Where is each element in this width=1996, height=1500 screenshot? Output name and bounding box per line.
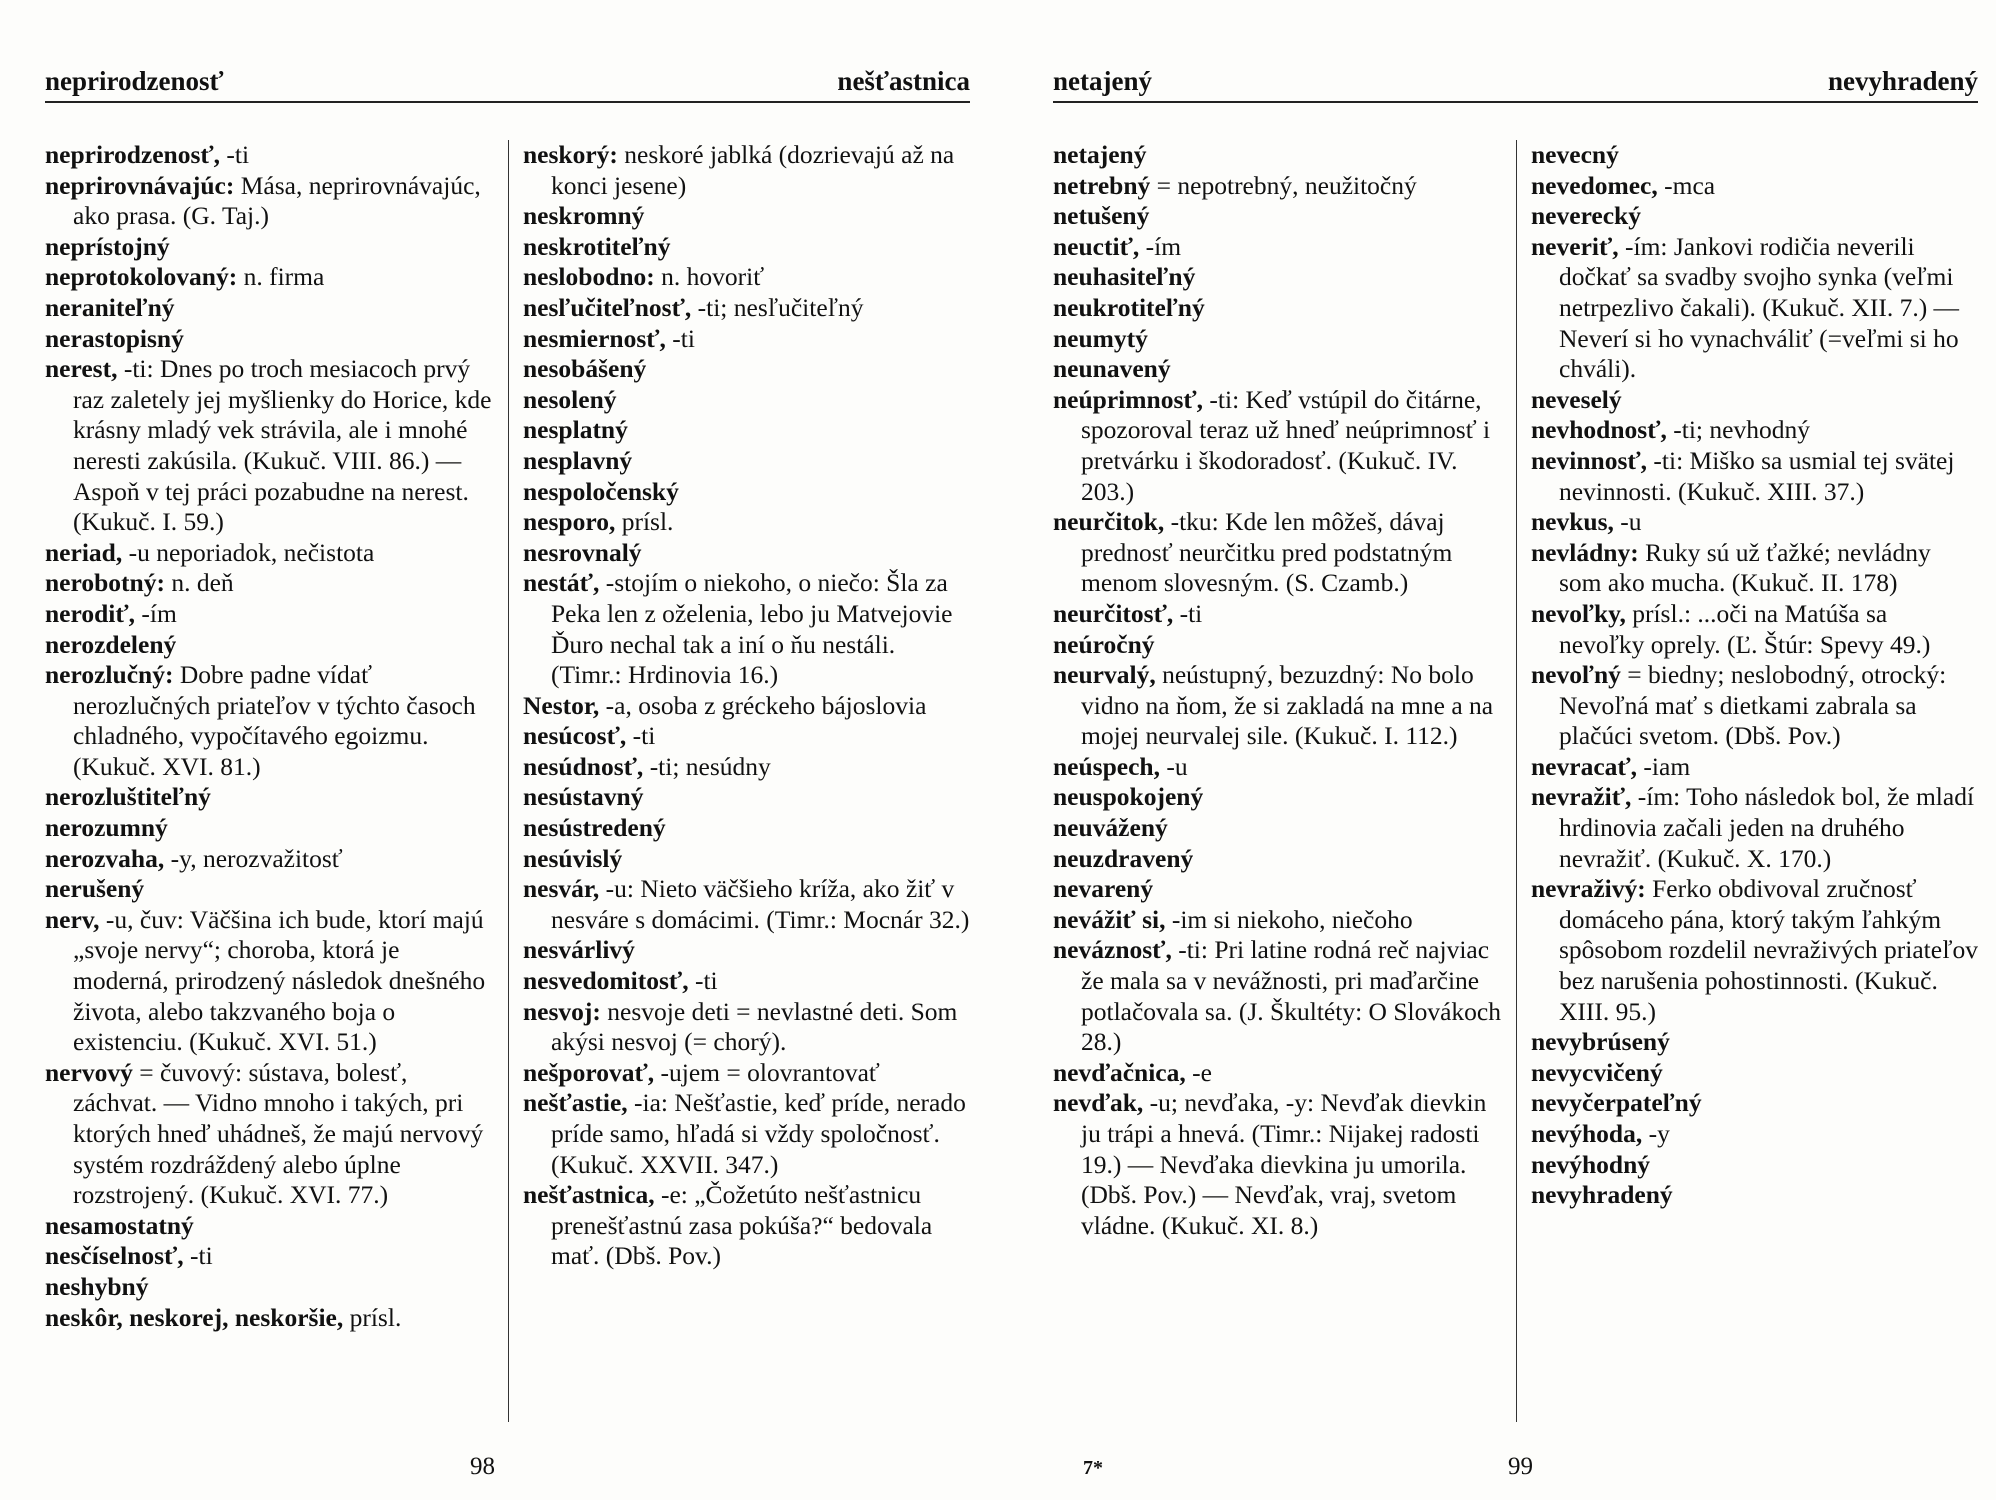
entry-headword: nevinnosť, xyxy=(1531,445,1648,475)
dictionary-entry xyxy=(1531,1119,1978,1150)
entry-headword: neuhasiteľný xyxy=(1053,262,1196,292)
dictionary-entry xyxy=(523,446,970,477)
dictionary-entry xyxy=(1531,415,1978,446)
dictionary-entry xyxy=(1531,232,1978,385)
entry-headword: nerobotný: xyxy=(45,568,165,598)
dictionary-entry xyxy=(1531,171,1978,202)
dictionary-entry xyxy=(45,874,497,905)
entry-headword: nesčíselnosť, xyxy=(45,1241,184,1271)
entry-column-left xyxy=(45,140,497,1333)
entry-headword: neurčitosť, xyxy=(1053,598,1174,628)
entry-definition: -e xyxy=(1185,1057,1212,1087)
entry-headword: nevarený xyxy=(1053,874,1154,904)
entry-headword: nesúdnosť, xyxy=(523,751,644,781)
dictionary-entry xyxy=(1053,935,1505,1057)
entry-column-left xyxy=(1053,140,1505,1241)
entry-column-right xyxy=(523,140,970,1272)
entry-headword: nerozumný xyxy=(45,813,168,843)
entry-headword: neshybný xyxy=(45,1271,149,1301)
entry-headword: nevďak, xyxy=(1053,1088,1144,1118)
dictionary-entry xyxy=(523,324,970,355)
entry-headword: neúprimnosť, xyxy=(1053,384,1204,414)
dictionary-entry xyxy=(523,568,970,690)
entry-headword: nesplavný xyxy=(523,445,633,475)
entry-definition: -e: „Čožetúto nešťastnicu prenešťastnú zasa pokúša?“ bedovala mať. (Dbš. Pov.) xyxy=(551,1180,933,1271)
dictionary-entry xyxy=(1053,1088,1505,1241)
dictionary-entry xyxy=(45,324,497,355)
entry-headword: nerodiť, xyxy=(45,598,136,628)
dictionary-entry xyxy=(45,354,497,538)
dictionary-entry xyxy=(523,1180,970,1272)
entry-definition: -ím: Jankovi rodičia neverili dočkať sa svadby svojho synka (veľmi netrpezlivo čakali). (Kukuč. XII. 7.) — Neverí si ho vynachváliť (=veľmi si ho chváli). xyxy=(1559,231,1960,384)
entry-definition: -ti; nesľučiteľný xyxy=(691,292,864,322)
entry-definition: prísl. xyxy=(343,1302,402,1332)
entry-column-right xyxy=(1531,140,1978,1211)
entry-headword: nešťastie, xyxy=(523,1088,628,1118)
entry-definition: Dobre padne vídať nerozlučných priateľov v týchto časoch chladného, vypočítavého egoizmu. (Kukuč. XVI. 81.) xyxy=(73,660,476,781)
dictionary-entry xyxy=(523,385,970,416)
entry-headword: nesvedomitosť, xyxy=(523,966,689,996)
entry-headword: nevoľky, xyxy=(1531,598,1626,628)
entry-definition: n. firma xyxy=(237,262,325,292)
dictionary-entry xyxy=(45,568,497,599)
dictionary-entry xyxy=(1053,874,1505,905)
dictionary-entry xyxy=(1053,232,1505,263)
entry-headword: nesvár, xyxy=(523,874,600,904)
entry-headword: neskromný xyxy=(523,201,645,231)
dictionary-entry xyxy=(523,721,970,752)
entry-definition: -ujem = olovrantovať xyxy=(654,1057,880,1087)
dictionary-entry xyxy=(523,752,970,783)
entry-headword: neurčitok, xyxy=(1053,507,1165,537)
dictionary-entry xyxy=(45,782,497,813)
dictionary-entry xyxy=(523,262,970,293)
dictionary-entry xyxy=(523,232,970,263)
entry-headword: neskrotiteľný xyxy=(523,231,671,261)
dictionary-entry xyxy=(45,599,497,630)
entry-definition: prísl. xyxy=(615,507,674,537)
entry-headword: neslobodno: xyxy=(523,262,655,292)
entry-headword: nesvoj: xyxy=(523,996,601,1026)
dictionary-entry xyxy=(1053,507,1505,599)
dictionary-entry xyxy=(1531,660,1978,752)
entry-definition: -ti xyxy=(1173,598,1203,628)
entry-headword: netrebný xyxy=(1053,170,1151,200)
entry-definition: -ti xyxy=(665,323,695,353)
running-head-first-entry: neprirodzenosť xyxy=(45,66,224,96)
entry-headword: neuvážený xyxy=(1053,813,1168,843)
entry-headword: neverecký xyxy=(1531,201,1641,231)
entry-definition: -ti; nevhodný xyxy=(1666,415,1810,445)
entry-definition: -ti xyxy=(626,721,656,751)
dictionary-entry xyxy=(1053,201,1505,232)
header-rule xyxy=(1053,101,1978,103)
signature-mark: 7* xyxy=(1083,1457,1103,1479)
entry-headword: neúročný xyxy=(1053,629,1155,659)
entry-headword: neprotokolovaný: xyxy=(45,262,238,292)
dictionary-entry xyxy=(1531,1150,1978,1181)
entry-headword: neriad, xyxy=(45,537,123,567)
dictionary-entry xyxy=(1531,507,1978,538)
entry-definition: -ia: Nešťastie, keď príde, nerado príde samo, hľadá si vždy spoločnosť. (Kukuč. XXVII. 347.) xyxy=(551,1088,966,1179)
running-head xyxy=(1053,66,1978,96)
entry-headword: nesústredený xyxy=(523,813,666,843)
entry-definition: prísl.: ...oči na Matúša sa nevoľky oprely. (Ľ. Štúr: Spevy 49.) xyxy=(1559,598,1931,659)
entry-definition: -a, osoba z gréckeho bájoslovia xyxy=(599,690,927,720)
entry-headword: nerozlučný: xyxy=(45,660,174,690)
entry-definition: -stojím o niekoho, o niečo: Šla za Peka len z oželenia, lebo ju Matvejovie Ďuro nechal tak a iní o ňu nestáli. (Timr.: Hrdinovia 16.) xyxy=(551,568,953,690)
entry-definition: -ím: Toho následok bol, že mladí hrdinovia začali jeden na druhého nevražiť. (Kukuč. X. 170.) xyxy=(1559,782,1975,873)
entry-headword: nešťastnica, xyxy=(523,1180,655,1210)
entry-definition: -u; nevďaka, -y: Nevďak dievkin ju trápi a hnevá. (Timr.: Nijakej radosti 19.) — Nevďaka dievkina ju umorila. (Dbš. Pov.) — Nevďak, vraj, svetom vládne. (Kukuč. XI. 8.) xyxy=(1081,1088,1487,1240)
entry-headword: nevyhradený xyxy=(1531,1180,1673,1210)
dictionary-entry xyxy=(523,997,970,1058)
entry-headword: netajený xyxy=(1053,140,1147,169)
entry-definition: -mca xyxy=(1657,170,1716,200)
entry-headword: nevážiť si, xyxy=(1053,904,1166,934)
dictionary-entry xyxy=(1053,813,1505,844)
entry-headword: neukrotiteľný xyxy=(1053,292,1205,322)
entry-definition: -ti: Dnes po troch mesiacoch prvý raz zaletely jej myšlienky do Horice, kde krásny mladý vek strávila, ale i mnohé neresti zakúsila. (Kukuč. VIII. 86.) — Aspoň v tej práci pozabudne na nerest. (Kukuč. I. 59.) xyxy=(73,354,492,537)
entry-headword: nesúcosť, xyxy=(523,721,627,751)
entry-headword: nesúvislý xyxy=(523,843,623,873)
dictionary-entry xyxy=(1531,874,1978,1027)
dictionary-entry xyxy=(45,262,497,293)
header-rule xyxy=(45,101,970,103)
dictionary-entry xyxy=(1053,262,1505,293)
entry-headword: nevýhoda, xyxy=(1531,1119,1643,1148)
dictionary-entry xyxy=(45,171,497,232)
entry-headword: neraniteľný xyxy=(45,292,175,322)
dictionary-entry xyxy=(45,140,497,171)
entry-headword: nevybrúsený xyxy=(1531,1027,1670,1057)
left-page xyxy=(45,0,970,1500)
entry-headword: nevhodnosť, xyxy=(1531,415,1667,445)
dictionary-entry xyxy=(523,507,970,538)
entry-definition: = nepotrebný, neužitočný xyxy=(1150,170,1417,200)
entry-headword: nevracať, xyxy=(1531,751,1638,781)
entry-definition: -im si niekoho, niečoho xyxy=(1165,904,1413,934)
entry-headword: nerušený xyxy=(45,874,145,904)
entry-definition: -tku: Kde len môžeš, dávaj prednosť neurčitku pred podstatným menom slovesným. (S. Czamb.) xyxy=(1081,507,1453,598)
dictionary-entry xyxy=(523,691,970,722)
entry-headword: neprístojný xyxy=(45,231,170,261)
dictionary-entry xyxy=(1053,1058,1505,1089)
entry-definition: = biedny; neslobodný, otrocký: Nevoľná mať s dietkami zabrala sa plačúci svetom. (Dbš. Pov.) xyxy=(1559,660,1947,751)
entry-definition: neskoré jablká (dozrievajú až na konci jesene) xyxy=(551,140,955,200)
entry-headword: neprirovnávajúc: xyxy=(45,170,235,200)
dictionary-entry xyxy=(523,538,970,569)
entry-headword: neprirodzenosť, xyxy=(45,140,221,169)
entry-definition: Mása, neprirovnávajúc, ako prasa. (G. Taj.) xyxy=(73,170,481,231)
dictionary-entry xyxy=(1053,660,1505,752)
dictionary-entry xyxy=(1053,140,1505,171)
dictionary-entry xyxy=(523,1058,970,1089)
dictionary-entry xyxy=(45,232,497,263)
entry-definition: -ti: Miško sa usmial tej svätej nevinnosti. (Kukuč. XIII. 37.) xyxy=(1559,445,1955,506)
column-divider xyxy=(508,140,509,1422)
dictionary-entry xyxy=(523,293,970,324)
dictionary-entry xyxy=(45,1241,497,1272)
entry-definition: -u, čuv: Väčšina ich bude, ktorí majú „svoje nervy“; choroba, ktorá je moderná, prirodzený následok dnešného života, alebo takzvaného boja o existenciu. (Kukuč. XVI. 51.) xyxy=(73,904,486,1057)
entry-headword: nesamostatný xyxy=(45,1210,194,1240)
entry-headword: neuctiť, xyxy=(1053,231,1140,261)
entry-headword: neúspech, xyxy=(1053,751,1160,781)
dictionary-entry xyxy=(1531,140,1978,171)
entry-headword: nevládny: xyxy=(1531,537,1639,567)
dictionary-entry xyxy=(1053,782,1505,813)
entry-headword: nerozdelený xyxy=(45,629,177,659)
entry-headword: neurvalý, xyxy=(1053,660,1156,690)
dictionary-entry xyxy=(1531,1180,1978,1211)
entry-definition: -y xyxy=(1642,1119,1670,1148)
dictionary-entry xyxy=(523,140,970,201)
running-head xyxy=(45,66,970,96)
entry-headword: nesrovnalý xyxy=(523,537,642,567)
entry-headword: neveselý xyxy=(1531,384,1622,414)
entry-headword: nevýhodný xyxy=(1531,1149,1651,1179)
entry-definition: -ti xyxy=(688,966,718,996)
dictionary-entry xyxy=(45,1272,497,1303)
entry-headword: neváznosť, xyxy=(1053,935,1172,965)
dictionary-entry xyxy=(1531,752,1978,783)
entry-definition: -ti xyxy=(220,140,250,169)
dictionary-entry xyxy=(45,813,497,844)
entry-headword: nešporovať, xyxy=(523,1057,655,1087)
running-head-last-entry: nevyhradený xyxy=(1827,66,1978,96)
dictionary-entry xyxy=(523,935,970,966)
dictionary-entry xyxy=(1053,752,1505,783)
entry-headword: neskorý: xyxy=(523,140,618,169)
dictionary-entry xyxy=(1531,1088,1978,1119)
dictionary-entry xyxy=(45,660,497,782)
entry-headword: nerv, xyxy=(45,904,100,934)
entry-definition: -ti; nesúdny xyxy=(643,751,771,781)
dictionary-entry xyxy=(1531,446,1978,507)
entry-headword: nesmiernosť, xyxy=(523,323,666,353)
dictionary-entry xyxy=(45,538,497,569)
dictionary-entry xyxy=(1053,630,1505,661)
dictionary-entry xyxy=(45,630,497,661)
entry-headword: nevraživý: xyxy=(1531,874,1646,904)
entry-headword: Nestor, xyxy=(523,690,600,720)
entry-definition: -u xyxy=(1613,507,1642,537)
dictionary-entry xyxy=(1053,844,1505,875)
entry-headword: netušený xyxy=(1053,201,1150,231)
page-number: 99 xyxy=(1508,1453,1533,1480)
dictionary-entry xyxy=(1053,293,1505,324)
entry-definition: -y, nerozvažitosť xyxy=(164,843,343,873)
dictionary-entry xyxy=(1053,385,1505,507)
entry-headword: neumytý xyxy=(1053,323,1148,353)
entry-headword: nespoločenský xyxy=(523,476,679,506)
entry-headword: nerest, xyxy=(45,354,118,384)
dictionary-entry xyxy=(523,415,970,446)
dictionary-entry xyxy=(523,874,970,935)
dictionary-entry xyxy=(45,905,497,1058)
entry-headword: nevedomec, xyxy=(1531,170,1658,200)
entry-headword: nerozvaha, xyxy=(45,843,165,873)
entry-headword: nesľučiteľnosť, xyxy=(523,292,692,322)
entry-definition: -u: Nieto väčšieho kríža, ako žiť v nesváre s domácimi. (Timr.: Mocnár 32.) xyxy=(551,874,970,934)
entry-headword: nesvárlivý xyxy=(523,935,635,965)
dictionary-entry xyxy=(1531,201,1978,232)
entry-definition: Ruky sú už ťažké; nevládny som ako mucha. (Kukuč. II. 178) xyxy=(1559,537,1931,598)
right-page xyxy=(1053,0,1978,1500)
entry-definition: -ti xyxy=(183,1241,213,1271)
entry-definition: -iam xyxy=(1637,751,1691,781)
entry-headword: nevďačnica, xyxy=(1053,1057,1186,1087)
dictionary-entry xyxy=(1053,171,1505,202)
entry-definition: -ím xyxy=(1139,231,1182,261)
dictionary-entry xyxy=(523,813,970,844)
entry-headword: neuzdravený xyxy=(1053,843,1194,873)
entry-headword: nesolený xyxy=(523,384,617,414)
dictionary-entry xyxy=(523,354,970,385)
entry-headword: nevyčerpateľný xyxy=(1531,1088,1702,1118)
dictionary-entry xyxy=(1531,782,1978,874)
entry-definition: n. hovoriť xyxy=(654,262,765,292)
entry-definition: neústupný, bezuzdný: No bolo vidno na ňom, že si zakladá na mne a na mojej neurvalej sile. (Kukuč. I. 112.) xyxy=(1081,660,1494,751)
entry-headword: neunavený xyxy=(1053,354,1171,384)
dictionary-entry xyxy=(45,1211,497,1242)
dictionary-entry xyxy=(523,844,970,875)
entry-headword: nesústavný xyxy=(523,782,644,812)
dictionary-entry xyxy=(1531,538,1978,599)
entry-definition: nesvoje deti = nevlastné deti. Som akýsi nesvoj (= chorý). xyxy=(551,996,958,1057)
entry-headword: neuspokojený xyxy=(1053,782,1204,812)
dictionary-entry xyxy=(45,1058,497,1211)
entry-headword: nevycvičený xyxy=(1531,1057,1663,1087)
entry-headword: nesobášený xyxy=(523,354,647,384)
entry-headword: neveriť, xyxy=(1531,231,1619,261)
entry-headword: nerastopisný xyxy=(45,323,184,353)
dictionary-entry xyxy=(523,201,970,232)
entry-definition: -ti: Pri latine rodná reč najviac že mala sa v nevážnosti, pri maďarčine potlačovala sa. (J. Škultéty: O Slovákoch 28.) xyxy=(1081,935,1501,1057)
entry-headword: nevoľný xyxy=(1531,660,1621,690)
column-divider xyxy=(1516,140,1517,1422)
entry-definition: -u neporiadok, nečistota xyxy=(122,537,375,567)
dictionary-entry xyxy=(45,844,497,875)
dictionary-entry xyxy=(1053,354,1505,385)
entry-definition: = čuvový: sústava, bolesť, záchvat. — Vidno mnoho i takých, pri ktorých hneď uhádneš, že majú nervový systém rozdráždený alebo úplne rozstrojený. (Kukuč. XVI. 77.) xyxy=(73,1057,484,1210)
dictionary-entry xyxy=(45,293,497,324)
entry-headword: nesporo, xyxy=(523,507,616,537)
entry-definition: Ferko obdivoval zručnosť domáceho pána, ktorý takým ľahkým spôsobom rozdelil nevraživých priateľov bez narušenia pohostinnosti. (Kukuč. XIII. 95.) xyxy=(1559,874,1978,1026)
dictionary-entry xyxy=(1531,1027,1978,1058)
entry-headword: nevecný xyxy=(1531,140,1619,169)
entry-headword: nerozluštiteľný xyxy=(45,782,211,812)
dictionary-entry xyxy=(1053,905,1505,936)
dictionary-entry xyxy=(523,782,970,813)
entry-headword: nevkus, xyxy=(1531,507,1614,537)
dictionary-entry xyxy=(523,477,970,508)
entry-definition: -ím xyxy=(135,598,177,628)
dictionary-entry xyxy=(1053,599,1505,630)
running-head-last-entry: nešťastnica xyxy=(837,66,970,96)
entry-definition: -ti: Keď vstúpil do čitárne, spozoroval teraz už hneď neúprimnosť i pretvárku i škodoradosť. (Kukuč. IV. 203.) xyxy=(1081,384,1491,506)
dictionary-entry xyxy=(1531,385,1978,416)
running-head-first-entry: netajený xyxy=(1053,66,1152,96)
dictionary-entry xyxy=(1531,599,1978,660)
entry-headword: neskôr, neskorej, neskoršie, xyxy=(45,1302,344,1332)
entry-headword: nervový xyxy=(45,1057,133,1087)
page-number: 98 xyxy=(470,1453,495,1480)
dictionary-entry xyxy=(523,966,970,997)
dictionary-entry xyxy=(45,1303,497,1334)
dictionary-entry xyxy=(1053,324,1505,355)
entry-definition: -u xyxy=(1159,751,1188,781)
entry-headword: nestáť, xyxy=(523,568,600,598)
entry-definition: n. deň xyxy=(164,568,234,598)
dictionary-entry xyxy=(523,1088,970,1180)
dictionary-entry xyxy=(1531,1058,1978,1089)
entry-headword: nesplatný xyxy=(523,415,628,445)
entry-headword: nevražiť, xyxy=(1531,782,1632,812)
